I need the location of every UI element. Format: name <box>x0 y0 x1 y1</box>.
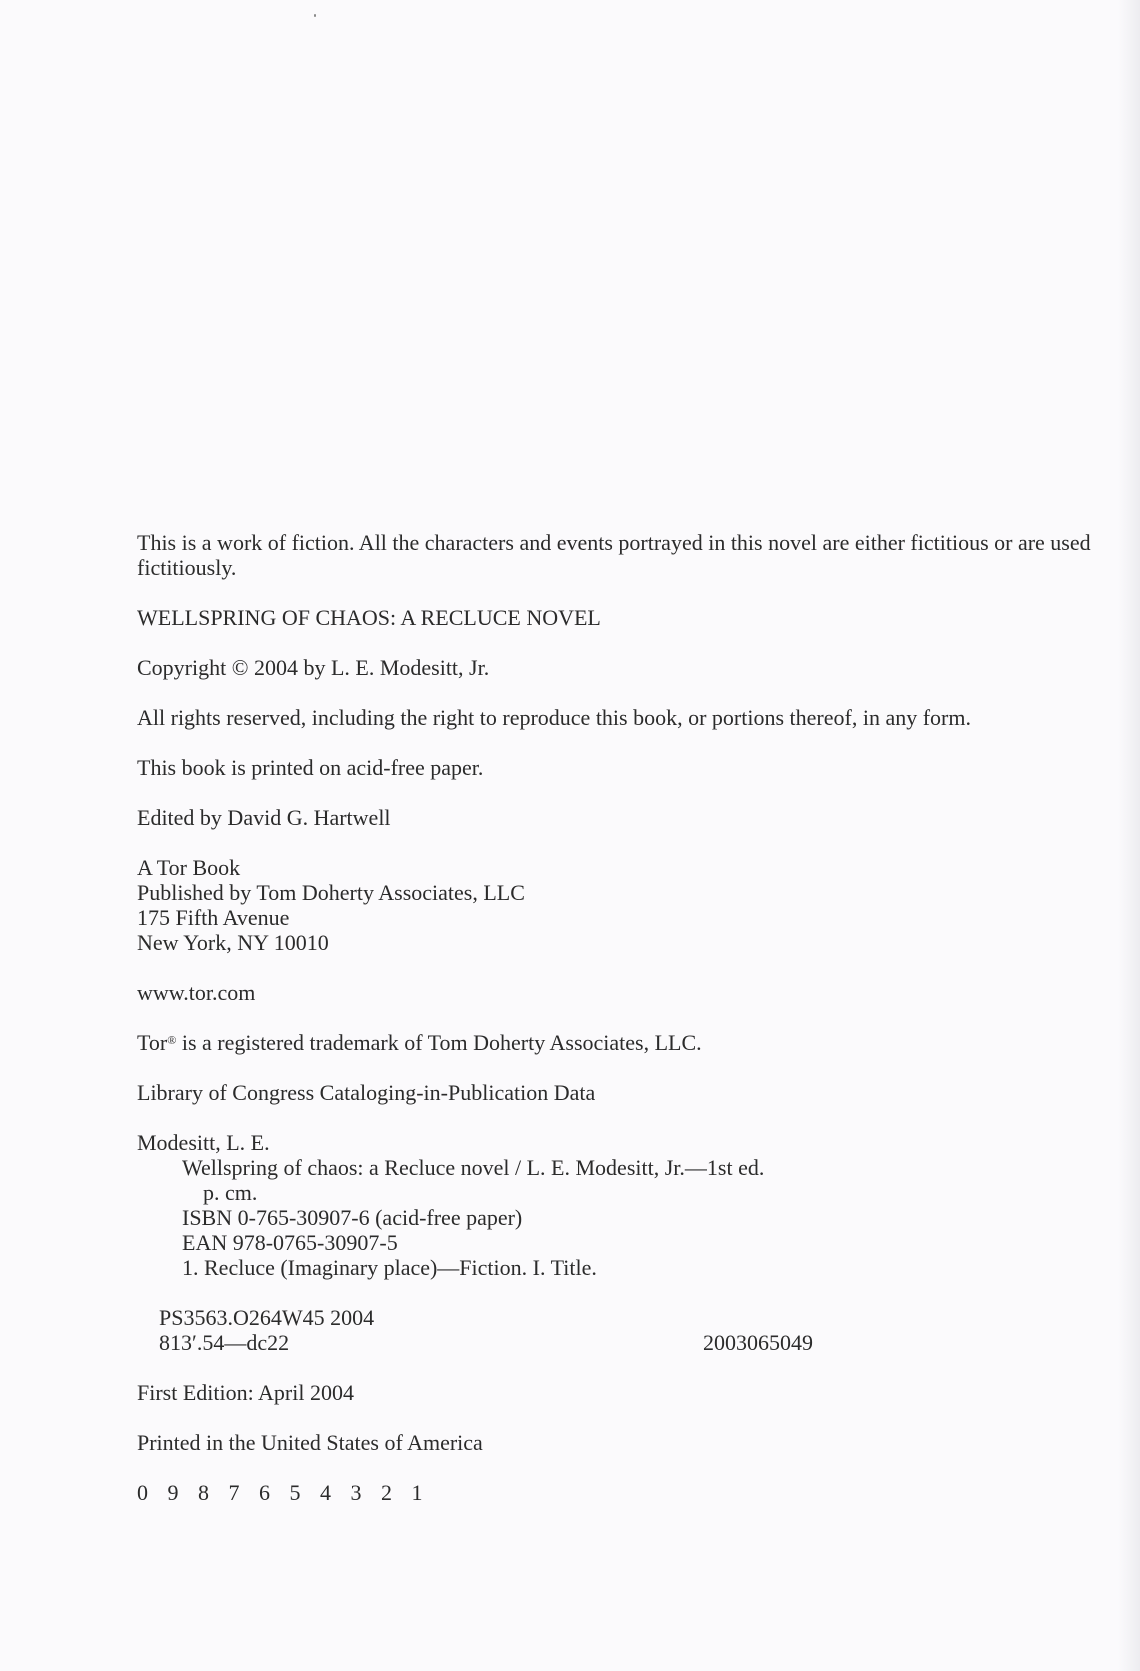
cip-title: Wellspring of chaos: a Recluce novel / L. E. Modesitt, Jr.—1st ed. <box>182 1155 765 1180</box>
registered-symbol: ® <box>167 1033 177 1047</box>
publisher-imprint: A Tor Book <box>137 855 241 880</box>
cip-pages: p. cm. <box>203 1180 258 1205</box>
publisher-name: Published by Tom Doherty Associates, LLC <box>137 880 525 905</box>
book-title: WELLSPRING OF CHAOS: A RECLUCE NOVEL <box>137 605 601 630</box>
cip-dewey-row <box>137 1330 813 1355</box>
cip-isbn: ISBN 0-765-30907-6 (acid-free paper) <box>182 1205 523 1230</box>
cip-subject: 1. Recluce (Imaginary place)—Fiction. I. Title. <box>182 1255 597 1280</box>
paper-speck <box>314 14 316 17</box>
printed-in: Printed in the United States of America <box>137 1430 483 1455</box>
fiction-notice: This is a work of fiction. All the characters and events portrayed in this novel are either fictitious or are used fictitiously. <box>137 530 1091 580</box>
cip-lc-class: PS3563.O264W45 2004 <box>159 1305 375 1330</box>
publisher-website: www.tor.com <box>137 980 256 1005</box>
copyright-line: Copyright © 2004 by L. E. Modesitt, Jr. <box>137 655 490 680</box>
page-edge-shadow <box>1118 0 1140 1671</box>
cip-ean: EAN 978-0765-30907-5 <box>182 1230 398 1255</box>
cip-author: Modesitt, L. E. <box>137 1130 270 1155</box>
cip-dewey: 813′.54—dc22 <box>159 1330 290 1355</box>
publisher-street: 175 Fifth Avenue <box>137 905 290 930</box>
first-edition: First Edition: April 2004 <box>137 1380 354 1405</box>
cip-classification <box>137 1305 1117 1355</box>
editor-credit: Edited by David G. Hartwell <box>137 805 391 830</box>
printer-key: 0 9 8 7 6 5 4 3 2 1 <box>137 1480 423 1505</box>
publisher-block <box>137 855 1117 955</box>
cip-record <box>137 1130 1117 1280</box>
trademark-tor: Tor <box>137 1030 168 1055</box>
copyright-content <box>137 530 1117 1530</box>
publisher-city: New York, NY 10010 <box>137 930 329 955</box>
rights-reserved: All rights reserved, including the right to reproduce this book, or portions thereof, in any form. <box>137 705 971 730</box>
trademark-rest: is a registered trademark of Tom Doherty Associates, LLC. <box>176 1030 702 1055</box>
acid-free-note: This book is printed on acid-free paper. <box>137 755 484 780</box>
trademark-notice <box>137 1030 1117 1055</box>
cip-heading: Library of Congress Cataloging-in-Publication Data <box>137 1080 596 1105</box>
cip-lccn: 2003065049 <box>703 1330 813 1355</box>
